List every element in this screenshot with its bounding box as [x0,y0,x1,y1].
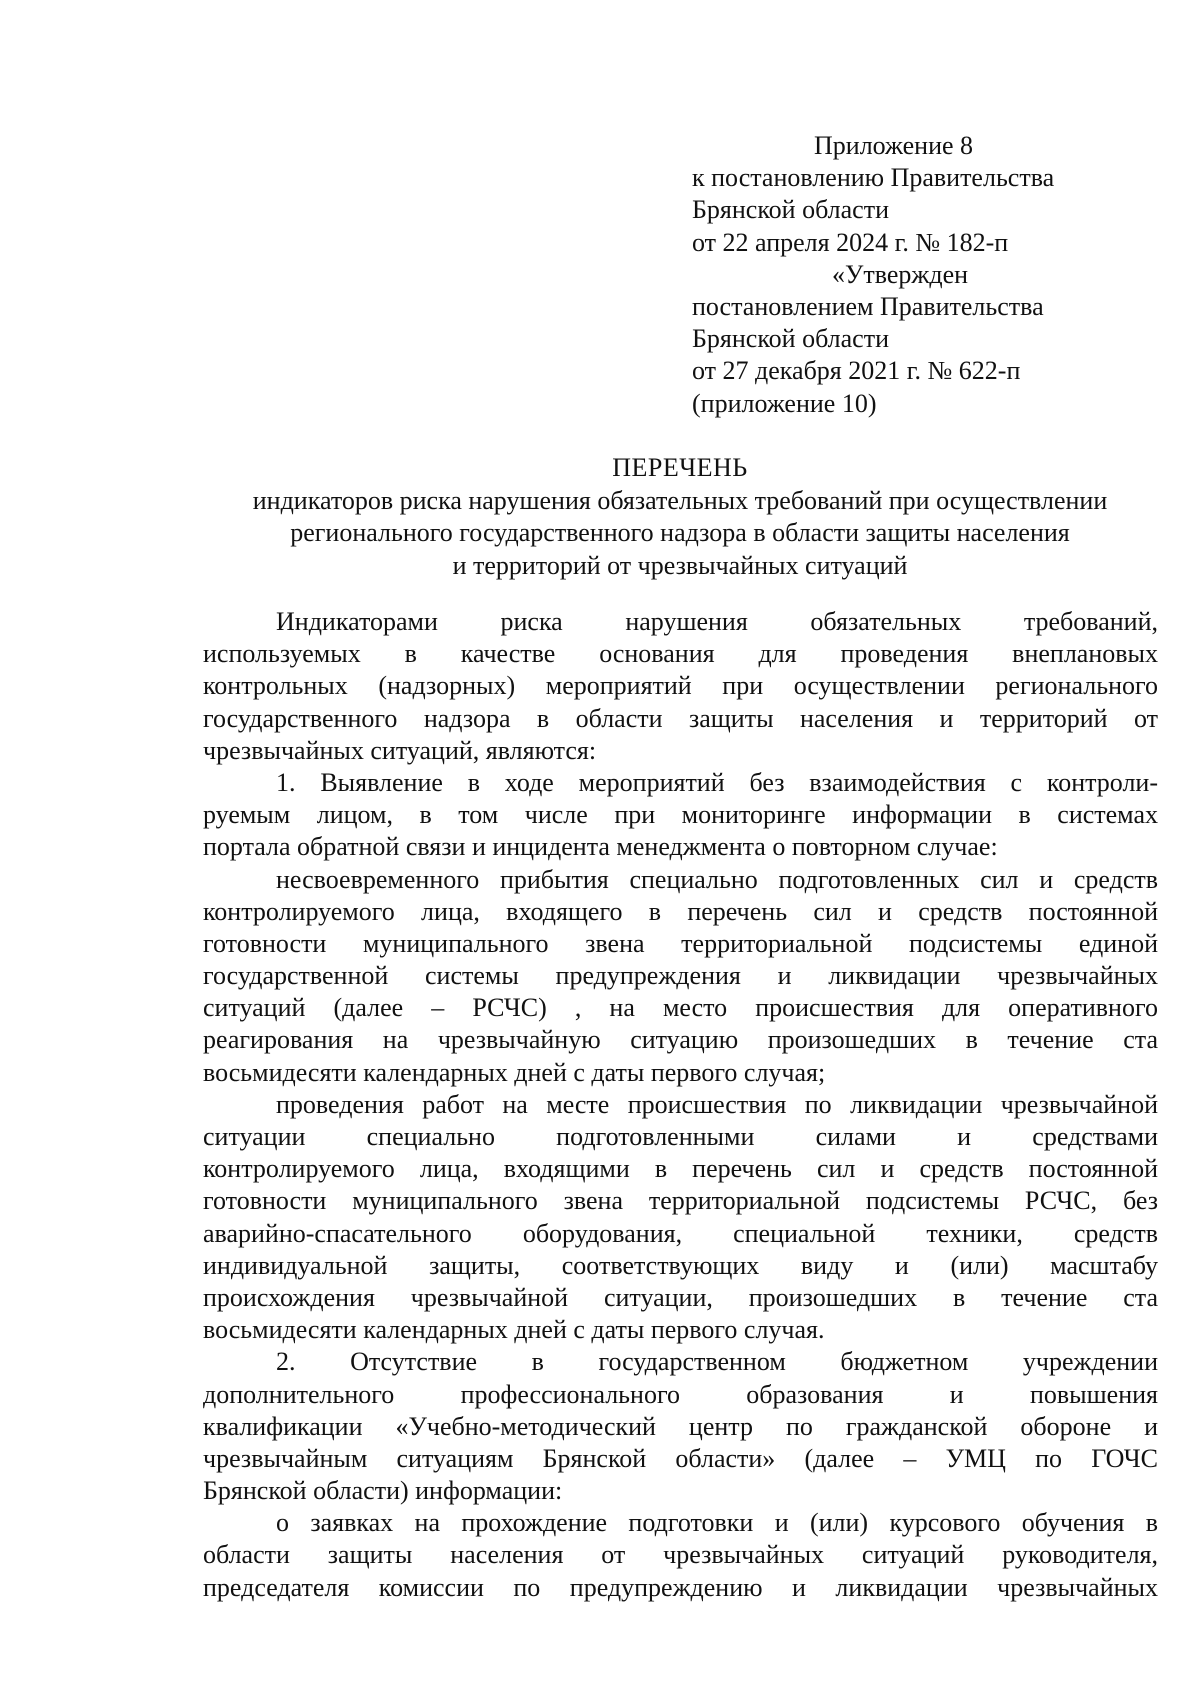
body-line: реагирования на чрезвычайную ситуацию произошедших в течение ста [203,1025,1158,1055]
body-line: Брянской области) информации: [203,1476,563,1506]
body-line: аварийно-спасательного оборудования, специальной техники, средств [203,1218,1158,1248]
body-line: области защиты населения от чрезвычайных ситуаций руководителя, [203,1540,1158,1570]
body-line: контролируемого лица, входящими в перечень сил и средств постоянной [203,1154,1158,1184]
body-line: готовности муниципального звена территориальной подсистемы РСЧС, без [203,1186,1158,1216]
appendix-date-number: от 22 апреля 2024 г. № 182-п [692,227,1009,257]
title-main: ПЕРЕЧЕНЬ [612,453,748,482]
title-line-2: регионального государственного надзора в области защиты населения [290,518,1070,547]
appendix-resolution-ref: к постановлению Правительства [692,163,1055,193]
approved-by-resolution: постановлением Правительства [692,292,1044,322]
body-line: контролируемого лица, входящего в перечень сил и средств постоянной [203,896,1158,926]
approved-region: Брянской области [692,324,889,354]
body-line: о заявках на прохождение подготовки и (или) курсового обучения в [276,1508,1158,1538]
body-line: восьмидесяти календарных дней с даты первого случая; [203,1057,826,1087]
body-line: происхождения чрезвычайной ситуации, произошедших в течение ста [203,1282,1158,1312]
body-line: 1. Выявление в ходе мероприятий без взаимодействия с контроли- [276,767,1158,797]
body-line: чрезвычайных ситуаций, являются: [203,735,597,765]
body-line: готовности муниципального звена территориальной подсистемы единой [203,928,1158,958]
body-line: ситуаций (далее – РСЧС) , на место происшествия для оперативного [203,993,1158,1023]
body-line: дополнительного профессионального образования и повышения [203,1379,1158,1409]
body-line: государственной системы предупреждения и ликвидации чрезвычайных [203,961,1158,991]
title-line-3: и территорий от чрезвычайных ситуаций [452,550,908,580]
body-line: председателя комиссии по предупреждению и ликвидации чрезвычайных [203,1572,1158,1602]
body-line: 2. Отсутствие в государственном бюджетном учреждении [276,1347,1158,1377]
appendix-header [692,130,1162,420]
appendix-region: Брянской области [692,195,889,225]
body-line: индивидуальной защиты, соответствующих виду и (или) масштабу [203,1250,1158,1280]
document-body [203,606,1158,1604]
body-line: восьмидесяти календарных дней с даты первого случая. [203,1315,825,1345]
body-line: государственного надзора в области защиты населения и территорий от [203,703,1158,733]
document-title [200,452,1160,582]
body-line: контрольных (надзорных) мероприятий при осуществлении регионального [203,671,1158,701]
body-line: используемых в качестве основания для проведения внеплановых [203,639,1158,669]
body-line: ситуации специально подготовленными силами и средствами [203,1122,1158,1151]
body-line: несвоевременного прибытия специально подготовленных сил и средств [276,864,1158,894]
body-line: квалификации «Учебно-методический центр по гражданской обороне и [203,1411,1158,1441]
approved-date-number: от 27 декабря 2021 г. № 622-п [692,356,1021,386]
approved-label: «Утвержден [832,259,969,289]
title-line-1: индикаторов риска нарушения обязательных требований при осуществлении [252,485,1108,515]
approved-appendix: (приложение 10) [692,388,877,418]
appendix-number: Приложение 8 [814,131,974,160]
body-line: портала обратной связи и инцидента менеджмента о повторном случае: [203,832,998,862]
body-line: чрезвычайным ситуациям Брянской области» (далее – УМЦ по ГОЧС [203,1443,1158,1473]
body-line: проведения работ на месте происшествия по ликвидации чрезвычайной [276,1089,1158,1119]
body-line: Индикаторами риска нарушения обязательных требований, [276,607,1158,636]
body-line: руемым лицом, в том числе при мониторинге информации в системах [203,800,1158,830]
